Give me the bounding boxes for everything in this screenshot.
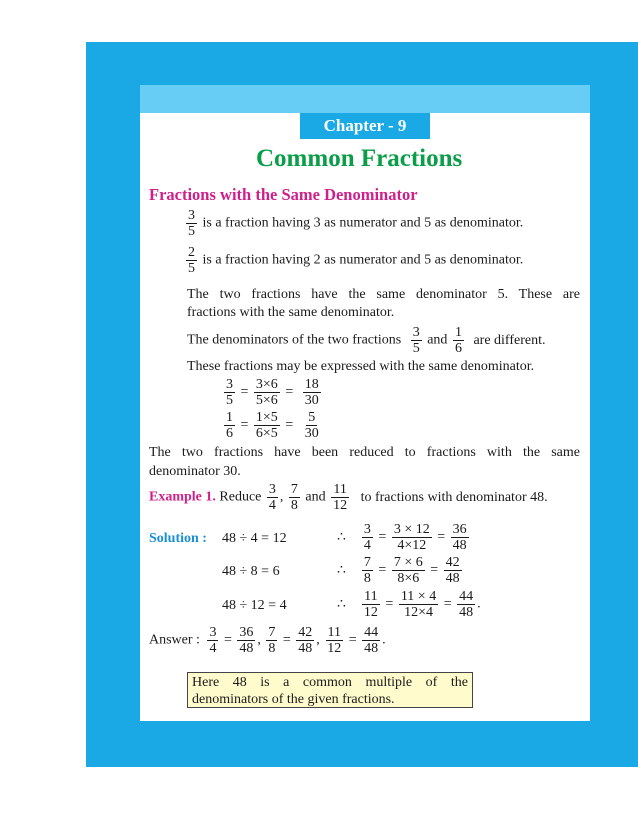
fraction: $\frac{1}{6}$: [226, 410, 233, 441]
therefore-symbol: ∴: [337, 529, 346, 545]
fraction: $\frac{7}{8}$: [363, 555, 371, 586]
fraction: $\frac{18}{30}$: [304, 377, 319, 408]
text: are different.: [473, 332, 546, 348]
equals: =: [240, 384, 249, 400]
page-title: Common Fractions: [256, 145, 463, 172]
text: and: [427, 332, 448, 348]
fraction: $\frac{7 \times 6}{8\times 6}$: [393, 555, 423, 586]
answer: [149, 625, 386, 656]
fraction: $\frac{3 \times 12}{4\times 12}$: [393, 522, 430, 553]
solution-calc: 48 ÷ 8 = 6: [222, 564, 280, 579]
text: and: [305, 489, 326, 505]
solution-equation: [337, 522, 471, 553]
paragraph-4a: The two fractions have been reduced to fractions with the same: [149, 445, 580, 460]
fraction: $\frac{44}{48}$: [364, 625, 379, 656]
note-line-1: Here 48 is a common multiple of the: [192, 675, 468, 690]
top-band: [140, 85, 590, 113]
text: The denominators of the two fractions: [187, 332, 402, 348]
note-box: [187, 672, 473, 708]
text: Reduce: [219, 489, 262, 505]
fraction: $\frac{11}{12}$: [333, 482, 348, 513]
equals: =: [378, 562, 387, 578]
fraction: $\frac{3\times 6}{5\times 6}$: [255, 377, 278, 408]
example-1: [149, 482, 548, 513]
equals: =: [223, 632, 232, 648]
equation-2: [222, 410, 323, 441]
equation-1: [222, 377, 323, 408]
solution-calc: 48 ÷ 12 = 4: [222, 598, 287, 613]
equals: =: [282, 632, 291, 648]
fraction: $\frac{1\times 5}{6\times 5}$: [255, 410, 278, 441]
fraction: $\frac{3}{4}$: [209, 625, 217, 656]
fraction: $\frac{36}{48}$: [452, 522, 467, 553]
period: .: [477, 596, 481, 612]
solution-calc: 48 ÷ 4 = 12: [222, 531, 287, 546]
paragraph-2: [187, 325, 545, 356]
fraction-line-1: [184, 208, 523, 239]
line-text: is a fraction having 2 as numerator and 5 as denominator.: [202, 252, 524, 268]
page: [140, 85, 590, 721]
fraction: $\frac{3}{5}$: [188, 208, 195, 239]
fraction: $\frac{7}{8}$: [268, 625, 276, 656]
paragraph-1a: The two fractions have the same denominator 5. These are: [187, 287, 580, 302]
fraction: $\frac{36}{48}$: [239, 625, 254, 656]
fraction: $\frac{44}{48}$: [459, 589, 474, 620]
note-line-2: denominators of the given fractions.: [192, 692, 395, 707]
equals: =: [378, 529, 387, 545]
solution-equation: [337, 589, 481, 620]
fraction: $\frac{11}{12}$: [327, 625, 342, 656]
fraction: $\frac{7}{8}$: [290, 482, 298, 513]
comma: ,: [279, 489, 284, 505]
paragraph-3: These fractions may be expressed with the same denominator.: [187, 359, 535, 374]
equals: =: [348, 632, 357, 648]
line-text: is a fraction having 3 as numerator and 5 as denominator.: [202, 215, 524, 231]
paragraph-1b: fractions with the same denominator.: [187, 305, 395, 320]
chapter-tag: Chapter - 9: [300, 113, 430, 139]
fraction-line-2: [184, 245, 523, 276]
answer-label: Answer :: [149, 632, 200, 648]
fraction: $\frac{2}{5}$: [188, 245, 195, 276]
equals: =: [430, 562, 439, 578]
fraction: $\frac{3}{5}$: [226, 377, 233, 408]
text: to fractions with denominator 48.: [360, 489, 548, 505]
fraction: $\frac{11 \times 4}{12\times 4}$: [400, 589, 437, 620]
equals: =: [285, 384, 294, 400]
comma: ,: [316, 632, 320, 648]
fraction: $\frac{3}{5}$: [412, 325, 420, 356]
example-label: Example 1.: [149, 489, 216, 505]
therefore-symbol: ∴: [337, 562, 346, 578]
fraction: $\frac{42}{48}$: [298, 625, 313, 656]
period: .: [382, 632, 386, 648]
fraction: $\frac{3}{4}$: [268, 482, 276, 513]
fraction: $\frac{5}{30}$: [304, 410, 319, 441]
paragraph-4b: denominator 30.: [149, 464, 241, 479]
solution-equation: [337, 555, 464, 586]
fraction: $\frac{1}{6}$: [454, 325, 462, 356]
equals: =: [437, 529, 446, 545]
equals: =: [385, 596, 394, 612]
fraction: $\frac{42}{48}$: [445, 555, 460, 586]
section-heading: Fractions with the Same Denominator: [149, 185, 418, 204]
fraction: $\frac{3}{4}$: [363, 522, 371, 553]
equals: =: [240, 417, 249, 433]
comma: ,: [257, 632, 261, 648]
equals: =: [285, 417, 294, 433]
solution-label: Solution :: [149, 531, 207, 546]
fraction: $\frac{11}{12}$: [363, 589, 378, 620]
therefore-symbol: ∴: [337, 596, 346, 612]
equals: =: [443, 596, 452, 612]
